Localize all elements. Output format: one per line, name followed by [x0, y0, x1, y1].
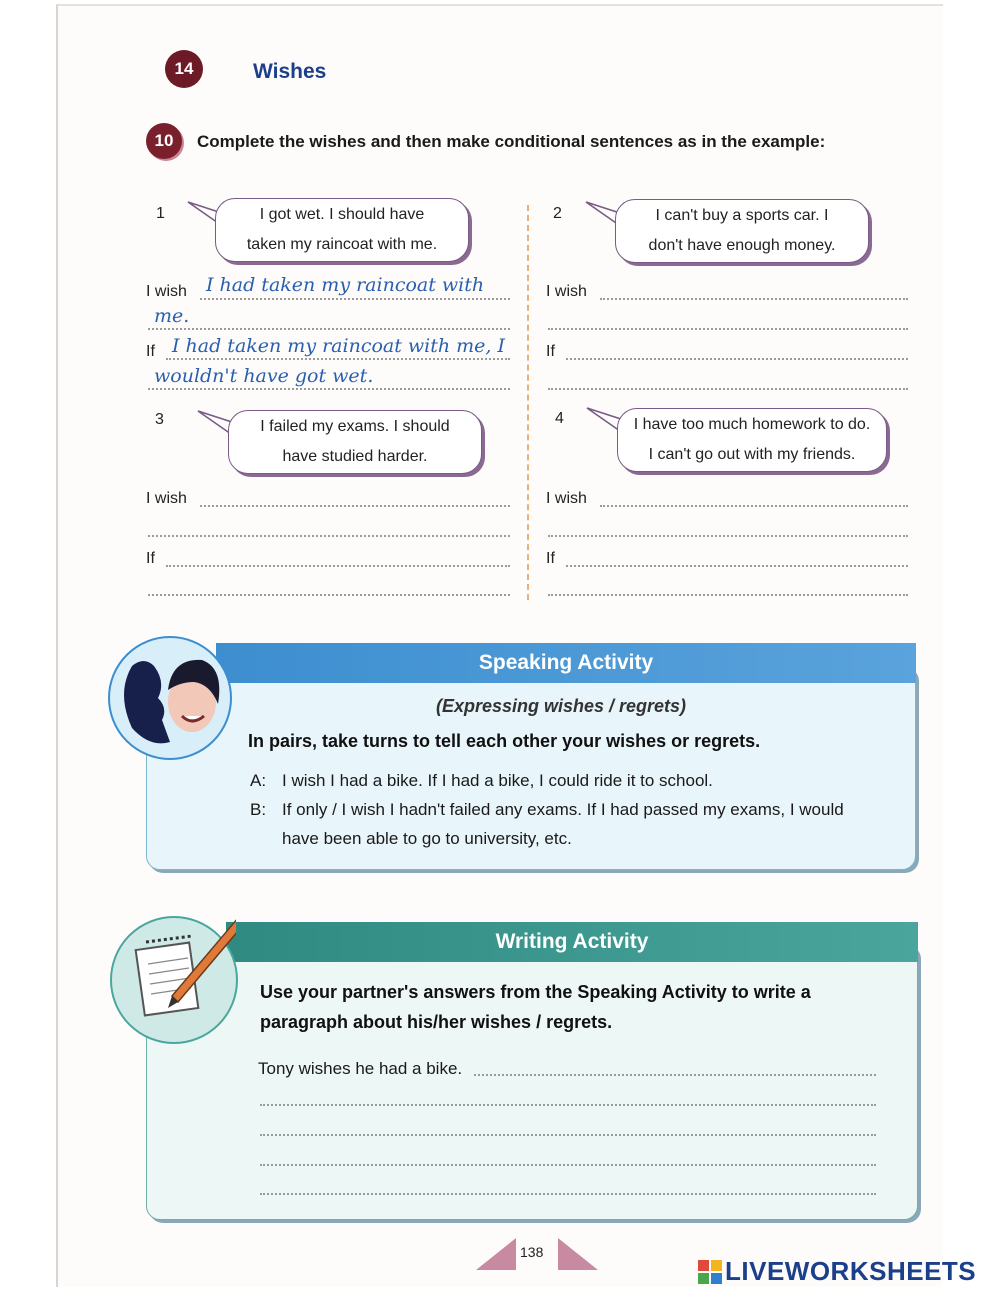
exercise-instruction: Complete the wishes and then make conditional sentences as in the example: — [197, 132, 826, 151]
bubble-line: I got wet. I should have — [259, 206, 425, 223]
speaker-a-text: I wish I had a bike. If I had a bike, I could ride it to school. — [282, 771, 713, 790]
bubble-line: taken my raincoat with me. — [246, 236, 438, 253]
answer-line[interactable] — [600, 298, 908, 300]
unit-number-badge: 14 — [165, 50, 203, 88]
speaking-title: Speaking Activity — [478, 651, 654, 674]
item-number: 4 — [555, 410, 564, 427]
writing-instruction-line: paragraph about his/her wishes / regrets. — [260, 1012, 613, 1032]
item-number: 2 — [553, 205, 562, 222]
writing-line[interactable] — [260, 1193, 876, 1195]
wish-label: I wish — [146, 283, 187, 300]
answer-line[interactable] — [548, 535, 908, 537]
writing-start-text: Tony wishes he had a bike. — [258, 1059, 463, 1078]
handwritten-answer: I had taken my raincoat with — [206, 274, 485, 296]
answer-line[interactable] — [600, 505, 908, 507]
writing-line[interactable] — [260, 1134, 876, 1136]
bubble-line: have studied harder. — [282, 448, 428, 465]
answer-line[interactable] — [148, 388, 510, 390]
item-number: 3 — [155, 411, 164, 428]
answer-line[interactable] — [148, 328, 510, 330]
notebook-pencil-icon — [110, 916, 238, 1044]
page-corner-right — [556, 1238, 598, 1270]
wish-label: I wish — [546, 283, 587, 300]
writing-title-band — [226, 922, 918, 962]
if-label: If — [146, 550, 155, 567]
bubble-line: I failed my exams. I should — [260, 418, 450, 435]
exercise-number-badge: 10 — [146, 123, 182, 159]
answer-line[interactable] — [148, 594, 510, 596]
answer-line[interactable] — [200, 298, 510, 300]
handwritten-answer: wouldn't have got wet. — [154, 365, 374, 387]
if-label: If — [546, 550, 555, 567]
writing-line[interactable] — [260, 1164, 876, 1166]
answer-line[interactable] — [566, 358, 908, 360]
writing-line[interactable] — [260, 1104, 876, 1106]
speaking-title-band — [216, 643, 916, 683]
brand-logo — [698, 1256, 976, 1287]
answer-line[interactable] — [166, 565, 510, 567]
speaking-subtitle: (Expressing wishes / regrets) — [435, 696, 687, 716]
speaking-instruction: In pairs, take turns to tell each other your wishes or regrets. — [248, 731, 761, 751]
bubble-line: I can't buy a sports car. I — [655, 207, 829, 224]
wish-label: I wish — [146, 490, 187, 507]
if-label: If — [546, 343, 555, 360]
speaker-b-text: If only / I wish I hadn't failed any exams. If I had passed my exams, I would — [282, 800, 844, 819]
answer-line[interactable] — [200, 505, 510, 507]
writing-title: Writing Activity — [495, 930, 649, 953]
wish-label: I wish — [546, 490, 587, 507]
brand-grid-icon — [698, 1260, 722, 1284]
bubble-line: I have too much homework to do. — [633, 416, 871, 433]
page-number: 138 — [520, 1244, 544, 1260]
unit-title: Wishes — [253, 60, 327, 83]
speech-bubble — [215, 198, 469, 262]
writing-line[interactable] — [474, 1074, 876, 1076]
page-corner-left — [476, 1238, 518, 1270]
writing-instruction — [260, 977, 811, 1037]
if-label: If — [146, 343, 155, 360]
speaker-a-label: A: — [250, 771, 267, 790]
speaker-b-text: have been able to go to university, etc. — [282, 829, 572, 848]
speech-bubble — [228, 410, 482, 474]
answer-line[interactable] — [166, 358, 510, 360]
handwritten-answer: I had taken my raincoat with me, I — [172, 335, 506, 357]
answer-line[interactable] — [548, 594, 908, 596]
answer-line[interactable] — [548, 328, 908, 330]
bubble-line: don't have enough money. — [648, 237, 836, 254]
answer-line[interactable] — [548, 388, 908, 390]
handwritten-answer: me. — [154, 305, 190, 327]
brand-name: LIVEWORKSHEETS — [725, 1256, 977, 1286]
item-number: 1 — [156, 205, 165, 222]
writing-instruction-line: Use your partner's answers from the Speaking Activity to write a — [260, 982, 811, 1002]
speech-bubble — [617, 408, 887, 472]
speech-bubble — [615, 199, 869, 263]
answer-line[interactable] — [566, 565, 908, 567]
column-divider — [527, 205, 529, 600]
speaker-b-label: B: — [250, 800, 267, 819]
answer-line[interactable] — [148, 535, 510, 537]
bubble-line: I can't go out with my friends. — [648, 446, 856, 463]
